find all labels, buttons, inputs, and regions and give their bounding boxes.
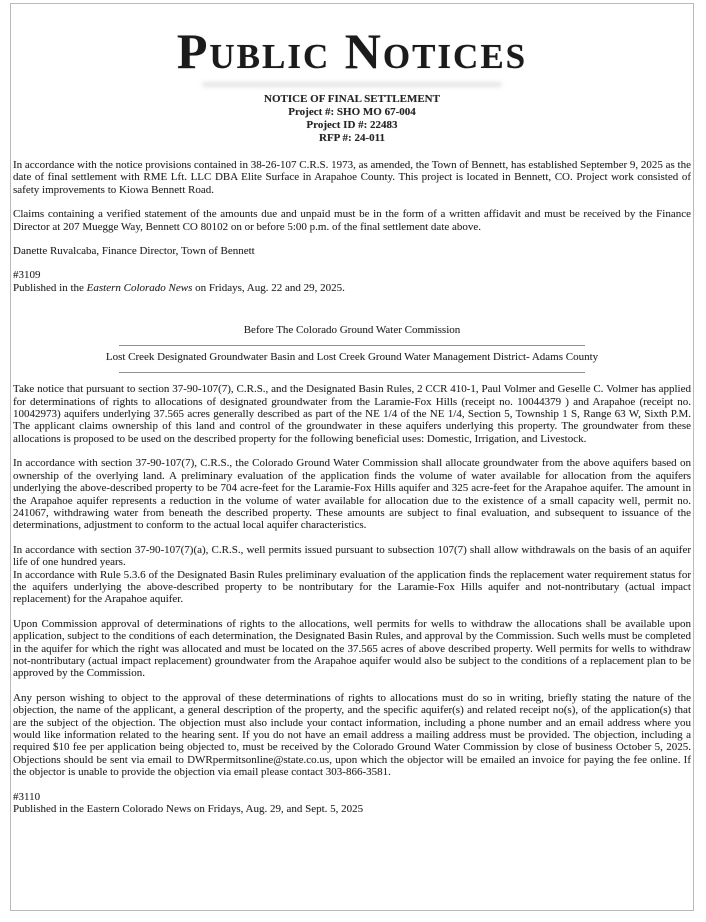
rfp-number-line: RFP #: 24-011: [319, 132, 385, 144]
commission-heading: Before The Colorado Ground Water Commission: [243, 324, 461, 337]
page-title: Public Notices: [176, 23, 528, 79]
settlement-notice-header: [13, 93, 691, 145]
groundwater-paragraph: In accordance with section 37-90-107(7), C.R.S., the Colorado Ground Water Commission shall allocate groundwater from the above aquifers based on ownership of the overlying land. A preliminary evaluation of the application finds the volume of water available for allocation from the aquifers underlying the above-described property to be 704 acre-feet for the Laramie-Fox Hills aquifer and 325 acre-feet for the Arapahoe aquifer. The amount in the Arapahoe aquifer represents a reduction in the volume of water available for allocation due to the existence of a small capacity well, permit no. 241067, withdrawing water from beneath the described property. These amounts are subject to final evaluation, and subsequent to issuance of the determinations, adjustment to conform to the actual local aquifer characteristics.: [13, 457, 691, 532]
groundwater-paragraph: In accordance with Rule 5.3.6 of the Designated Basin Rules preliminary evaluation of the application finds the replacement water requirement status for the aquifers underlying the above-described property to be nontributary for the Laramie-Fox Hills aquifer and not-nontributary (actual impact replacement) for the Arapahoe aquifer.: [13, 568, 691, 606]
newspaper-page: [10, 3, 694, 911]
publication-suffix: on Fridays, Aug. 22 and 29, 2025.: [192, 281, 345, 294]
project-id-line: Project ID #: 22483: [306, 119, 398, 131]
newspaper-name: Eastern Colorado News: [86, 281, 193, 294]
divider-rule: [119, 372, 585, 373]
publication-prefix: Published in the: [13, 281, 87, 294]
notice-number: #3109: [13, 269, 41, 282]
settlement-notice-body: [13, 159, 691, 294]
settlement-paragraph: Claims containing a verified statement of the amounts due and unpaid must be in the form of a written affidavit and must be received by the Finance Director at 207 Muegge Way, Bennett CO 80102 on or before 5:00 p.m. of the final settlement date above.: [13, 208, 691, 233]
groundwater-paragraph: Take notice that pursuant to section 37-90-107(7), C.R.S., and the Designated Basin Rules, 2 CCR 410-1, Paul Volmer and Geselle C. Volmer has applied for determinations of rights to allocations of designated groundwater from the Laramie-Fox Hills (receipt no. 10044379 ) and Arapahoe (receipt no. 10042973) aquifers underlying 37.565 acres generally described as part of the NE 1/4 of the NE 1/4, Section 5, Township 1 S, Range 63 W, Sixth P.M. The applicant claims ownership of this land and control of the groundwater in these aquifers underlying this property. The groundwater from these allocations is proposed to be used on the described property for the following beneficial uses: Domestic, Irrigation, and Livestock.: [13, 383, 691, 445]
groundwater-paragraph: Upon Commission approval of determinations of rights to the allocations, well permits for wells to withdraw the allocations shall be available upon application, subject to the conditions of each determination, the Designated Basin Rules, and approval by the Commission. Such wells must be completed in the aquifer for which the right was allocated and must be located on the 37.565 acres of above described property. Well permits for wells to withdraw not-nontributary (actual impact replacement) groundwater from the Arapahoe aquifer would also be subject to the conditions of a replacement plan to be approved by the Commission.: [13, 617, 691, 680]
groundwater-paragraph: In accordance with section 37-90-107(7)(a), C.R.S., well permits issued pursuant to subsection 107(7) shall allow withdrawals on the basis of an aquifer life of one hundred years.: [13, 543, 691, 569]
groundwater-notice-body: [13, 383, 691, 815]
district-heading: Lost Creek Designated Groundwater Basin and Lost Creek Ground Water Management District- Adams County: [105, 351, 599, 364]
signatory-line: Danette Ruvalcaba, Finance Director, Town of Bennett: [13, 245, 255, 258]
divider-rule: [119, 345, 585, 346]
notice-number: #3110: [13, 790, 41, 803]
settlement-notice-title: NOTICE OF FINAL SETTLEMENT: [264, 93, 440, 105]
groundwater-paragraph: Any person wishing to object to the approval of these determinations of rights to allocations must do so in writing, briefly stating the nature of the objection, the name of the applicant, a general description of the property, and the specific aquifer(s) and related receipt no(s), of the application(s) that are the subject of the objection. The objection must also include your contact information, including a phone number and an email address where you would like information related to the hearing sent. If you do not have an email address a mailing address must be provided. The objection, including a required $10 fee per application being objected to, must be received by the Colorado Ground Water Commission by close of business October 5, 2025. Objections should be sent via email to DWRpermitsonline@state.co.us, upon which the objector will be emailed an invoice for paying the fee online. If the objector is unable to provide the objection via email please contact 303-866-3581.: [13, 691, 691, 779]
publication-line: Published in the Eastern Colorado News on Fridays, Aug. 29, and Sept. 5, 2025: [13, 803, 364, 816]
settlement-paragraph: In accordance with the notice provisions contained in 38-26-107 C.R.S. 1973, as amended, the Town of Bennett, has established September 9, 2025 as the date of final settlement with RME Lft. LLC DBA Elite Surface in Arapahoe County. This project is located in Bennett, CO. Project work consisted of safety improvements to Kiowa Bennett Road.: [13, 159, 691, 196]
scan-smudge-artifact: [202, 82, 502, 87]
publication-line: [13, 282, 691, 294]
project-number-line: Project #: SHO MO 67-004: [288, 106, 416, 118]
